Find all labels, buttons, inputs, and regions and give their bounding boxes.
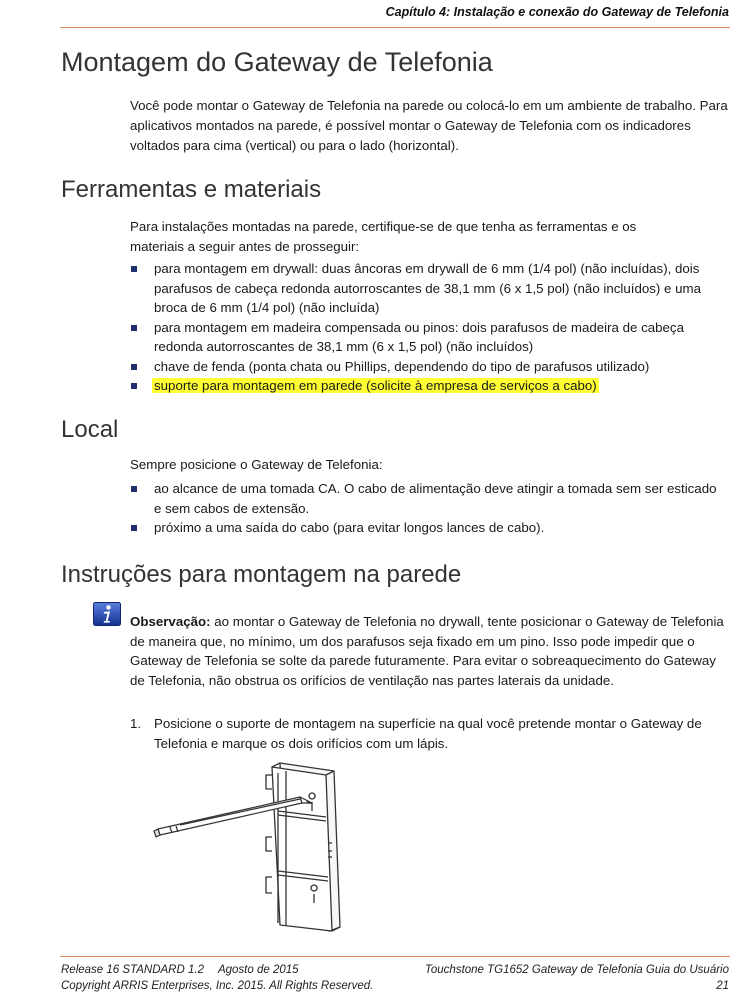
info-icon <box>93 602 121 626</box>
list-item: para montagem em madeira compensada ou pinos: dois parafusos de madeira de cabeça redonda autorroscantes de 38,1 mm (6 x 1,5 pol) (não incluídos) <box>130 318 730 357</box>
location-heading: Local <box>61 416 119 443</box>
list-item: próximo a uma saída do cabo (para evitar longos lances de cabo). <box>130 518 720 538</box>
step-item <box>130 714 730 753</box>
mounting-heading: Instruções para montagem na parede <box>61 561 462 588</box>
tools-heading: Ferramentas e materiais <box>61 176 322 203</box>
footer-date: Agosto de 2015 <box>217 964 299 976</box>
footer-release: Release 16 STANDARD 1.2 <box>61 964 204 976</box>
bullet-icon <box>131 383 137 389</box>
bullet-icon <box>131 325 137 331</box>
location-list <box>130 479 720 538</box>
list-item-highlighted <box>130 376 730 396</box>
note-text: ao montar o Gateway de Telefonia no drywall, tente posicionar o Gateway de Telefonia de maneira que, no mínimo, um dos parafusos seja fixado em um pino. Isso pode impedir que o Gateway de Telefonia se solte da parede futuramente. Para evitar o sobreaquecimento do Gateway de Telefonia, não obstrua os orifícios de ventilação nas partes laterais da unidade. <box>130 614 724 688</box>
bullet-icon <box>131 364 137 370</box>
page-number: 21 <box>716 980 729 992</box>
list-item: chave de fenda (ponta chata ou Phillips, dependendo do tipo de parafusos utilizado) <box>130 357 730 377</box>
bullet-icon <box>131 525 137 531</box>
footer-divider <box>60 956 730 957</box>
footer-left <box>61 962 373 994</box>
tools-list <box>130 259 730 396</box>
intro-paragraph: Você pode montar o Gateway de Telefonia na parede ou colocá-lo em um ambiente de trabalho. Para aplicativos montados na parede, é possível montar o Gateway de Telefonia com os indicadores voltados para cima (vertical) ou para o lado (horizontal). <box>130 98 728 153</box>
highlighted-text: suporte para montagem em parede (solicite à empresa de serviços a cabo) <box>154 378 597 393</box>
list-item: para montagem em drywall: duas âncoras em drywall de 6 mm (1/4 pol) (não incluídas), dois parafusos de cabeça redonda autorroscantes de 38,1 mm (6 x 1,5 pol) (não incluídos) e uma broca de 6 mm (1/4 pol) (não incluída) <box>130 259 730 318</box>
bullet-icon <box>131 266 137 272</box>
step-number: 1. <box>130 716 142 731</box>
location-intro: Sempre posicione o Gateway de Telefonia: <box>130 457 383 472</box>
tools-intro: Para instalações montadas na parede, certifique-se de que tenha as ferramentas e os materiais a seguir antes de prosseguir: <box>130 219 637 254</box>
steps-list <box>130 714 730 753</box>
footer-copyright: Copyright ARRIS Enterprises, Inc. 2015. All Rights Reserved. <box>61 980 374 992</box>
footer-right <box>425 962 729 994</box>
note-paragraph <box>130 612 728 690</box>
bullet-icon <box>131 486 137 492</box>
note-label: Observação: <box>130 614 211 629</box>
page-title: Montagem do Gateway de Telefonia <box>61 47 493 77</box>
wall-mount-illustration <box>150 755 355 935</box>
footer-doc-title: Touchstone TG1652 Gateway de Telefonia Guia do Usuário <box>424 964 729 976</box>
step-text: Posicione o suporte de montagem na superfície na qual você pretende montar o Gateway de Telefonia e marque os dois orifícios com um lápis. <box>154 716 702 751</box>
list-item: ao alcance de uma tomada CA. O cabo de alimentação deve atingir a tomada sem ser esticado e sem cabos de extensão. <box>130 479 720 518</box>
chapter-header: Capítulo 4: Instalação e conexão do Gateway de Telefonia <box>385 5 729 19</box>
header-divider <box>60 27 730 28</box>
